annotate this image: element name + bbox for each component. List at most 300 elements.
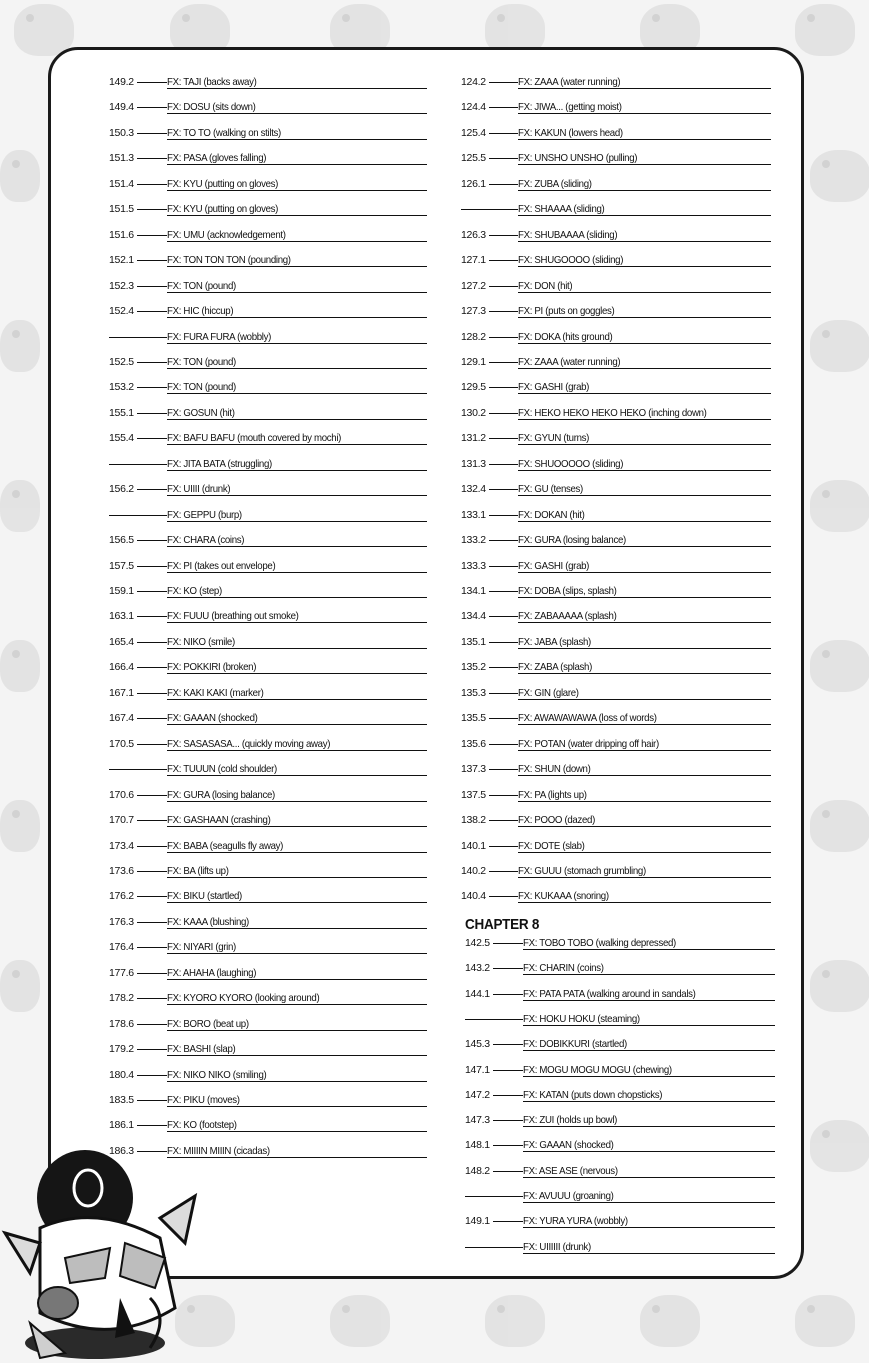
underline-rule	[167, 190, 427, 191]
fx-entry	[461, 149, 771, 167]
page-number: 178.6	[109, 1017, 134, 1030]
chapter-heading: CHAPTER 8	[465, 916, 540, 933]
underline-rule	[518, 673, 771, 674]
sound-effect-text: FX: KAKI KAKI (marker)	[167, 686, 264, 699]
page-number: 137.3	[461, 763, 486, 776]
underline-rule	[523, 1151, 775, 1152]
page-number: 166.4	[109, 661, 134, 674]
sound-effect-text: FX: SHUGOOOO (sliding)	[518, 254, 624, 267]
page-number: 157.5	[109, 559, 134, 572]
underline-rule	[518, 852, 771, 853]
sound-effect-text: FX: ZAAA (water running)	[518, 355, 621, 368]
sound-effect-text: FX: PASA (gloves falling)	[167, 152, 267, 165]
background-figure	[0, 320, 40, 372]
underline-rule	[167, 826, 427, 827]
page-number: 124.2	[461, 76, 486, 88]
fx-entry	[461, 582, 771, 600]
leader-line	[493, 1145, 523, 1146]
background-figure	[810, 800, 869, 852]
leader-line	[137, 438, 167, 439]
fx-entry	[109, 480, 427, 498]
page-number: 170.5	[109, 737, 134, 750]
underline-rule	[518, 750, 771, 751]
fx-entry	[461, 557, 771, 575]
fx-entry	[109, 582, 427, 600]
fx-entry	[109, 1091, 427, 1109]
sound-effect-text: FX: GYUN (turns)	[518, 432, 590, 445]
underline-rule	[523, 1050, 775, 1051]
underline-rule	[167, 1131, 427, 1132]
leader-line	[493, 943, 523, 944]
underline-rule	[518, 368, 771, 369]
sound-effect-text: FX: PA (lights up)	[518, 788, 587, 801]
leader-line	[109, 464, 167, 465]
fx-entry	[109, 531, 427, 549]
page-number: 155.4	[109, 432, 134, 445]
leader-line	[137, 311, 167, 312]
fx-entry	[461, 709, 771, 727]
page-number: 140.1	[461, 839, 486, 852]
sound-effect-text: FX: TUUUN (cold shoulder)	[167, 763, 277, 776]
fx-entry	[461, 302, 771, 320]
sound-effect-text: FX: SHUOOOOO (sliding)	[518, 457, 624, 470]
fx-entry	[465, 934, 775, 952]
underline-rule	[523, 1177, 775, 1178]
underline-rule	[167, 317, 427, 318]
sound-effect-text: FX: ZUI (holds up bowl)	[523, 1114, 618, 1127]
leader-line	[137, 947, 167, 948]
leader-line	[137, 387, 167, 388]
page-number: 176.4	[109, 941, 134, 954]
leader-line	[489, 82, 518, 83]
sound-effect-text: FX: SHUBAAAA (sliding)	[518, 228, 618, 241]
underline-rule	[167, 699, 427, 700]
underline-rule	[518, 444, 771, 445]
fx-entry	[109, 455, 427, 473]
sound-effect-text: FX: DON (hit)	[518, 279, 573, 292]
sound-effect-text: FX: DOKA (hits ground)	[518, 330, 613, 343]
leader-line	[465, 1196, 523, 1197]
leader-line	[461, 209, 518, 210]
page-number: 176.3	[109, 915, 134, 928]
underline-rule	[518, 343, 771, 344]
fx-entry	[109, 989, 427, 1007]
sound-effect-text: FX: TAJI (backs away)	[167, 76, 257, 88]
underline-rule	[167, 164, 427, 165]
underline-rule	[518, 724, 771, 725]
underline-rule	[518, 572, 771, 573]
sound-effect-text: FX: PIKU (moves)	[167, 1094, 240, 1106]
page-number: 127.1	[461, 254, 486, 267]
fx-entry	[109, 328, 427, 346]
sound-effect-text: FX: KUKAAA (snoring)	[518, 890, 609, 903]
underline-rule	[518, 113, 771, 114]
fx-entry	[461, 226, 771, 244]
leader-line	[489, 795, 518, 796]
underline-rule	[167, 979, 427, 980]
sound-effect-text: FX: FURA FURA (wobbly)	[167, 330, 272, 343]
page-number: 129.5	[461, 381, 486, 394]
underline-rule	[518, 88, 771, 89]
page-number: 167.4	[109, 712, 134, 725]
page-number: 179.2	[109, 1043, 134, 1056]
leader-line	[489, 896, 518, 897]
page-number: 156.2	[109, 483, 134, 496]
page-number: 152.4	[109, 305, 134, 318]
underline-rule	[167, 546, 427, 547]
fx-entry	[461, 735, 771, 753]
leader-line	[137, 871, 167, 872]
page-number: 147.3	[465, 1114, 490, 1127]
leader-line	[137, 591, 167, 592]
leader-line	[137, 286, 167, 287]
sound-effect-text: FX: UMU (acknowledgement)	[167, 228, 286, 241]
underline-rule	[167, 902, 427, 903]
underline-rule	[167, 292, 427, 293]
sound-effect-text: FX: BORO (beat up)	[167, 1017, 249, 1030]
fx-entry	[461, 124, 771, 142]
fx-entry	[465, 1136, 775, 1154]
sound-effect-text: FX: GU (tenses)	[518, 483, 583, 496]
fx-entry	[465, 959, 775, 977]
page-number: 135.1	[461, 635, 486, 648]
underline-rule	[518, 546, 771, 547]
leader-line	[489, 566, 518, 567]
sound-effect-text: FX: UIIII (drunk)	[167, 483, 231, 496]
fx-entry	[461, 200, 771, 218]
leader-line	[137, 667, 167, 668]
sound-effect-text: FX: ASE ASE (nervous)	[523, 1164, 618, 1177]
underline-rule	[167, 648, 427, 649]
leader-line	[137, 642, 167, 643]
leader-line	[137, 744, 167, 745]
fx-entry	[109, 73, 427, 91]
fx-entry	[109, 887, 427, 905]
sound-effect-text: FX: DOTE (slab)	[518, 839, 585, 852]
fx-entry	[461, 251, 771, 269]
page-number: 178.2	[109, 992, 134, 1005]
page-number: 186.1	[109, 1119, 134, 1132]
page-number: 128.2	[461, 330, 486, 343]
sound-effect-text: FX: DOBA (slips, splash)	[518, 585, 617, 597]
underline-rule	[167, 852, 427, 853]
underline-rule	[167, 495, 427, 496]
underline-rule	[167, 393, 427, 394]
leader-line	[489, 591, 518, 592]
leader-line	[493, 994, 523, 995]
page-number: 125.4	[461, 126, 486, 139]
leader-line	[137, 158, 167, 159]
underline-rule	[167, 877, 427, 878]
sound-effect-text: FX: DOKAN (hit)	[518, 508, 585, 521]
leader-line	[137, 846, 167, 847]
underline-rule	[167, 572, 427, 573]
underline-rule	[167, 241, 427, 242]
leader-line	[137, 540, 167, 541]
underline-rule	[523, 1202, 775, 1203]
underline-rule	[518, 470, 771, 471]
fx-entry	[109, 149, 427, 167]
underline-rule	[518, 139, 771, 140]
leader-line	[137, 82, 167, 83]
background-figure	[795, 1295, 855, 1347]
page-number: 159.1	[109, 585, 134, 597]
page-number: 177.6	[109, 966, 134, 979]
underline-rule	[167, 215, 427, 216]
leader-line	[493, 1120, 523, 1121]
page-number: 149.2	[109, 76, 134, 88]
leader-line	[137, 820, 167, 821]
leader-line	[489, 846, 518, 847]
page-number: 135.3	[461, 686, 486, 699]
leader-line	[137, 1024, 167, 1025]
underline-rule	[518, 521, 771, 522]
page-number: 140.2	[461, 864, 486, 877]
leader-line	[489, 413, 518, 414]
sound-effect-text: FX: CHARA (coins)	[167, 534, 245, 547]
leader-line	[137, 616, 167, 617]
sound-effect-text: FX: CHARIN (coins)	[523, 962, 604, 975]
page-number: 134.4	[461, 610, 486, 623]
sound-effect-text: FX: KYU (putting on gloves)	[167, 203, 279, 216]
fx-entry	[461, 607, 771, 625]
fx-entry	[109, 200, 427, 218]
sound-effect-text: FX: GAAAN (shocked)	[523, 1139, 614, 1152]
background-figure	[0, 640, 40, 692]
sound-effect-text: FX: TO TO (walking on stilts)	[167, 126, 281, 139]
sound-effect-text: FX: JABA (splash)	[518, 635, 591, 648]
underline-rule	[518, 775, 771, 776]
sound-effect-text: FX: GURA (losing balance)	[167, 788, 275, 801]
underline-rule	[518, 826, 771, 827]
underline-rule	[518, 648, 771, 649]
underline-rule	[167, 88, 427, 89]
fx-entry	[109, 557, 427, 575]
underline-rule	[518, 597, 771, 598]
sound-effect-text: FX: GASHI (grab)	[518, 559, 590, 572]
fx-entry	[109, 98, 427, 116]
leader-line	[137, 566, 167, 567]
sound-effect-text: FX: POOO (dazed)	[518, 814, 595, 827]
fx-entry	[109, 506, 427, 524]
fx-entry	[109, 251, 427, 269]
page-number: 125.5	[461, 152, 486, 165]
background-figure	[810, 480, 869, 532]
sound-effect-text: FX: NIKO (smile)	[167, 635, 235, 648]
fx-entry	[109, 1015, 427, 1033]
underline-rule	[523, 1227, 775, 1228]
underline-rule	[518, 419, 771, 420]
underline-rule	[167, 1004, 427, 1005]
fx-entry	[109, 226, 427, 244]
leader-line	[493, 1070, 523, 1071]
leader-line	[137, 260, 167, 261]
page-number: 165.4	[109, 635, 134, 648]
page-number: 152.3	[109, 279, 134, 292]
fx-entry	[109, 938, 427, 956]
fx-entry	[109, 633, 427, 651]
sound-effect-text: FX: GASHI (grab)	[518, 381, 590, 394]
page-number: 131.2	[461, 432, 486, 445]
sound-effect-text: FX: GEPPU (burp)	[167, 508, 242, 521]
leader-line	[137, 1125, 167, 1126]
fx-entry	[109, 302, 427, 320]
fx-entry	[109, 607, 427, 625]
fx-entry	[465, 1061, 775, 1079]
sound-effect-text: FX: TOBO TOBO (walking depressed)	[523, 937, 676, 949]
fx-entry	[461, 862, 771, 880]
fx-entry	[461, 378, 771, 396]
leader-line	[137, 235, 167, 236]
leader-line	[489, 693, 518, 694]
sound-effect-text: FX: POKKIRI (broken)	[167, 661, 257, 674]
sound-effect-text: FX: HIC (hiccup)	[167, 305, 234, 318]
fx-entry	[109, 837, 427, 855]
page-number: 183.5	[109, 1094, 134, 1106]
page-number: 134.1	[461, 585, 486, 597]
sound-effect-text: FX: AVUUU (groaning)	[523, 1190, 614, 1202]
underline-rule	[523, 1253, 775, 1254]
leader-line	[489, 489, 518, 490]
page-number: 176.2	[109, 890, 134, 903]
page-number: 126.1	[461, 177, 486, 190]
page-number: 135.2	[461, 661, 486, 674]
underline-rule	[167, 368, 427, 369]
underline-rule	[518, 877, 771, 878]
fx-entry	[461, 531, 771, 549]
page-number: 147.1	[465, 1063, 490, 1076]
leader-line	[493, 1171, 523, 1172]
underline-rule	[523, 974, 775, 975]
underline-rule	[518, 622, 771, 623]
fx-entry	[461, 455, 771, 473]
leader-line	[465, 1019, 523, 1020]
sound-effect-text: FX: PI (puts on goggles)	[518, 305, 615, 318]
fx-entry	[465, 1086, 775, 1104]
underline-rule	[167, 597, 427, 598]
background-figure	[795, 4, 855, 56]
leader-line	[489, 438, 518, 439]
leader-line	[109, 515, 167, 516]
underline-rule	[523, 1000, 775, 1001]
page-number: 155.1	[109, 406, 134, 419]
leader-line	[137, 896, 167, 897]
fx-entry	[461, 404, 771, 422]
sound-effect-text: FX: ZAAA (water running)	[518, 76, 621, 88]
sound-effect-text: FX: KAKUN (lowers head)	[518, 126, 623, 139]
sound-effect-text: FX: ZABA (splash)	[518, 661, 592, 674]
underline-rule	[167, 1081, 427, 1082]
sound-effect-text: FX: KYU (putting on gloves)	[167, 177, 279, 190]
fx-entry	[461, 328, 771, 346]
underline-rule	[523, 1076, 775, 1077]
underline-rule	[518, 902, 771, 903]
fx-entry	[465, 1111, 775, 1129]
sound-effect-text: FX: BAFU BAFU (mouth covered by mochi)	[167, 432, 342, 445]
fx-entry	[461, 73, 771, 91]
fx-entry	[109, 735, 427, 753]
page-number: 135.6	[461, 737, 486, 750]
leader-line	[489, 260, 518, 261]
sound-effect-text: FX: KYORO KYORO (looking around)	[167, 992, 320, 1005]
underline-rule	[518, 241, 771, 242]
page-number: 130.2	[461, 406, 486, 419]
leader-line	[137, 973, 167, 974]
fx-entry	[109, 124, 427, 142]
leader-line	[137, 998, 167, 999]
leader-line	[489, 515, 518, 516]
sound-effect-text: FX: FUUU (breathing out smoke)	[167, 610, 299, 623]
page-number: 149.1	[465, 1215, 490, 1228]
underline-rule	[518, 495, 771, 496]
fx-entry	[461, 429, 771, 447]
underline-rule	[167, 343, 427, 344]
underline-rule	[518, 215, 771, 216]
leader-line	[109, 337, 167, 338]
underline-rule	[167, 1030, 427, 1031]
page-number: 152.1	[109, 254, 134, 267]
leader-line	[489, 286, 518, 287]
page-number: 147.2	[465, 1088, 490, 1101]
leader-line	[109, 769, 167, 770]
leader-line	[137, 362, 167, 363]
background-figure	[810, 640, 869, 692]
underline-rule	[518, 164, 771, 165]
background-figure	[0, 800, 40, 852]
underline-rule	[518, 190, 771, 191]
fx-entry	[109, 862, 427, 880]
page-number: 144.1	[465, 987, 490, 1000]
leader-line	[493, 1044, 523, 1045]
fx-entry	[461, 760, 771, 778]
underline-rule	[167, 1157, 427, 1158]
fx-entry	[465, 1238, 775, 1256]
page-number: 167.1	[109, 686, 134, 699]
underline-rule	[167, 953, 427, 954]
underline-rule	[167, 266, 427, 267]
sound-effect-text: FX: GURA (losing balance)	[518, 534, 626, 547]
pig-mascot-icon	[0, 1148, 200, 1363]
page-number: 186.3	[109, 1144, 134, 1157]
page-number: 148.1	[465, 1139, 490, 1152]
underline-rule	[167, 622, 427, 623]
sound-effect-text: FX: UIIIIII (drunk)	[523, 1240, 591, 1253]
underline-rule	[167, 928, 427, 929]
underline-rule	[518, 393, 771, 394]
leader-line	[489, 667, 518, 668]
page-number: 129.1	[461, 355, 486, 368]
fx-entry	[461, 887, 771, 905]
underline-rule	[523, 1101, 775, 1102]
sound-effect-text: FX: TON (pound)	[167, 279, 236, 292]
fx-entry	[465, 1212, 775, 1230]
page-number: 126.3	[461, 228, 486, 241]
background-figure	[0, 480, 40, 532]
leader-line	[489, 540, 518, 541]
background-figure	[640, 1295, 700, 1347]
fx-entry	[461, 98, 771, 116]
fx-entry	[465, 985, 775, 1003]
leader-line	[489, 158, 518, 159]
sound-effect-text: FX: GAAAN (shocked)	[167, 712, 258, 725]
leader-line	[137, 922, 167, 923]
underline-rule	[523, 949, 775, 950]
leader-line	[137, 718, 167, 719]
fx-entry	[465, 1162, 775, 1180]
page-number: 173.6	[109, 864, 134, 877]
fx-entry	[109, 404, 427, 422]
fx-entry	[461, 811, 771, 829]
